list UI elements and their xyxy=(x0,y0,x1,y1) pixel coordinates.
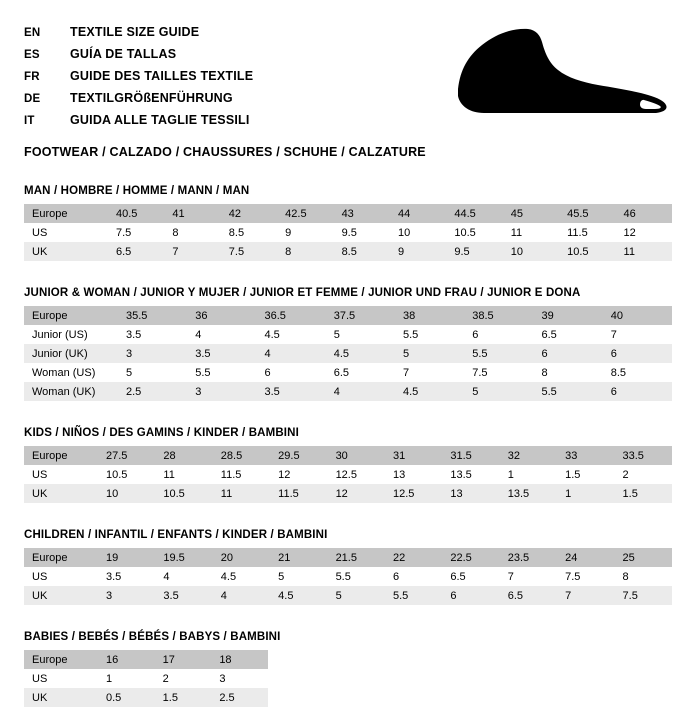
table-row xyxy=(24,242,672,261)
row-label: Junior (US) xyxy=(32,328,88,341)
cell: 2 xyxy=(162,672,169,685)
section-title: KIDS / NIÑOS / DES GAMINS / KINDER / BAMBINI xyxy=(24,427,299,439)
cell: 3.5 xyxy=(126,328,142,341)
cell: 38.5 xyxy=(464,306,533,325)
cell: 4 xyxy=(195,328,202,341)
cell: 3.5 xyxy=(187,344,256,363)
cell: 4 xyxy=(257,344,326,363)
language-code: ES xyxy=(24,49,40,61)
cell: 4 xyxy=(213,586,270,605)
size-table-junior-woman xyxy=(24,306,672,401)
section-title: MAN / HOMBRE / HOMME / MANN / MAN xyxy=(24,185,250,197)
cell: 8 xyxy=(622,570,629,583)
cell: 37.5 xyxy=(326,306,395,325)
cell: 6 xyxy=(603,344,672,363)
table-row xyxy=(24,650,268,669)
cell: 30 xyxy=(328,446,385,465)
cell: 0.5 xyxy=(98,688,155,707)
row-label: Woman (UK) xyxy=(24,382,118,401)
cell: 3.5 xyxy=(106,570,122,583)
cell: 4.5 xyxy=(395,382,464,401)
row-label: US xyxy=(32,468,48,481)
row-label: Europe xyxy=(24,204,108,223)
cell: 11 xyxy=(616,242,672,261)
cell: 2.5 xyxy=(118,382,187,401)
cell: 5.5 xyxy=(335,570,351,583)
row-label: US xyxy=(32,672,48,685)
language-title: GUIDA ALLE TAGLIE TESSILI xyxy=(70,113,250,127)
cell: 7.5 xyxy=(615,586,672,605)
cell: 9.5 xyxy=(341,226,357,239)
table-row xyxy=(24,446,672,465)
cell: 5.5 xyxy=(385,586,442,605)
cell: 4.5 xyxy=(264,328,280,341)
cell: 10.5 xyxy=(559,242,615,261)
row-label: Junior (UK) xyxy=(24,344,118,363)
cell: 10.5 xyxy=(454,226,476,239)
cell: 36 xyxy=(187,306,256,325)
table-row xyxy=(24,204,672,223)
cell: 10 xyxy=(98,484,155,503)
language-row xyxy=(24,110,454,131)
section-man xyxy=(24,185,676,261)
cell: 11 xyxy=(163,468,175,481)
cell: 6 xyxy=(603,382,672,401)
cell: 42.5 xyxy=(277,204,333,223)
cell: 7 xyxy=(610,328,617,341)
cell: 16 xyxy=(98,650,155,669)
language-title-block xyxy=(24,22,454,131)
section-title: JUNIOR & WOMAN / JUNIOR Y MUJER / JUNIOR ET FEMME / JUNIOR UND FRAU / JUNIOR E DONA xyxy=(24,287,581,299)
section-junior-woman xyxy=(24,287,676,401)
row-label: Woman (US) xyxy=(32,366,96,379)
cell: 4 xyxy=(163,570,170,583)
cell: 11.5 xyxy=(567,226,588,239)
table-row xyxy=(24,586,672,605)
cell: 6.5 xyxy=(108,242,164,261)
cell: 6.5 xyxy=(541,328,557,341)
category-heading: FOOTWEAR / CALZADO / CHAUSSURES / SCHUHE / CALZATURE xyxy=(24,145,426,159)
cell: 8.5 xyxy=(228,226,245,239)
cell: 28.5 xyxy=(213,446,270,465)
size-table-children xyxy=(24,548,672,605)
cell: 10 xyxy=(503,242,559,261)
table-row xyxy=(24,548,672,567)
cell: 6 xyxy=(442,586,499,605)
cell: 12.5 xyxy=(335,468,357,481)
cell: 7 xyxy=(403,366,410,379)
cell: 36.5 xyxy=(257,306,326,325)
cell: 7 xyxy=(164,242,220,261)
table-row xyxy=(24,306,672,325)
cell: 6.5 xyxy=(333,366,350,379)
cell: 13.5 xyxy=(500,484,557,503)
row-label: Europe xyxy=(24,446,98,465)
cell: 20 xyxy=(213,548,270,567)
cell: 3 xyxy=(98,586,155,605)
cell: 8 xyxy=(277,242,333,261)
cell: 4.5 xyxy=(220,570,237,583)
cell: 6 xyxy=(392,570,400,583)
cell: 21 xyxy=(270,548,327,567)
cell: 19.5 xyxy=(155,548,212,567)
cell: 40 xyxy=(603,306,672,325)
table-row xyxy=(24,669,268,688)
cell: 42 xyxy=(221,204,277,223)
cell: 11.5 xyxy=(270,484,327,503)
cell: 44.5 xyxy=(446,204,502,223)
table-row xyxy=(24,484,672,503)
language-title: TEXTILE SIZE GUIDE xyxy=(70,25,200,39)
cell: 5 xyxy=(395,344,464,363)
size-table-kids xyxy=(24,446,672,503)
cell: 40.5 xyxy=(108,204,164,223)
language-row xyxy=(24,66,454,87)
cell: 7.5 xyxy=(116,226,132,239)
cell: 35.5 xyxy=(118,306,187,325)
language-title: TEXTILGRÖßENFÜHRUNG xyxy=(70,91,233,105)
cell: 10 xyxy=(397,226,411,239)
cell: 8.5 xyxy=(334,242,390,261)
cell: 3 xyxy=(219,672,226,685)
cell: 33.5 xyxy=(615,446,672,465)
cell: 44 xyxy=(390,204,446,223)
cell: 33 xyxy=(557,446,614,465)
row-label: UK xyxy=(24,242,108,261)
cell: 12.5 xyxy=(385,484,442,503)
cell: 5 xyxy=(328,586,385,605)
cell: 2.5 xyxy=(211,688,268,707)
cell: 21.5 xyxy=(328,548,385,567)
cell: 8 xyxy=(172,226,179,239)
cell: 6.5 xyxy=(450,570,466,583)
cell: 9 xyxy=(285,226,292,239)
cell: 32 xyxy=(500,446,557,465)
cell: 22 xyxy=(385,548,442,567)
cell: 1 xyxy=(557,484,614,503)
cell: 6 xyxy=(264,366,271,379)
cell: 1.5 xyxy=(155,688,212,707)
cell: 13.5 xyxy=(450,468,472,481)
table-row xyxy=(24,688,268,707)
cell: 3.5 xyxy=(257,382,326,401)
cell: 13 xyxy=(392,468,406,481)
cell: 6 xyxy=(534,344,603,363)
language-code: FR xyxy=(24,71,40,83)
cell: 43 xyxy=(334,204,390,223)
row-label: US xyxy=(32,226,48,239)
cell: 13 xyxy=(442,484,499,503)
size-table-man xyxy=(24,204,672,261)
section-children xyxy=(24,529,676,605)
cell: 11 xyxy=(213,484,270,503)
cell: 12 xyxy=(328,484,385,503)
cell: 5 xyxy=(464,382,533,401)
row-label: Europe xyxy=(24,650,98,669)
cell: 31.5 xyxy=(442,446,499,465)
section-babies xyxy=(24,631,676,707)
cell: 27.5 xyxy=(98,446,155,465)
cell: 5.5 xyxy=(403,328,419,341)
cell: 6.5 xyxy=(500,586,557,605)
section-title: BABIES / BEBÉS / BÉBÉS / BABYS / BAMBINI xyxy=(24,631,281,643)
language-code: EN xyxy=(24,27,41,39)
cell: 46 xyxy=(616,204,672,223)
language-row xyxy=(24,22,454,43)
table-row xyxy=(24,325,672,344)
row-label: Europe xyxy=(24,306,118,325)
cell: 6 xyxy=(472,328,479,341)
cell: 5.5 xyxy=(534,382,603,401)
cell: 7.5 xyxy=(221,242,277,261)
cell: 4 xyxy=(326,382,395,401)
cell: 5.5 xyxy=(195,366,211,379)
table-row xyxy=(24,567,672,586)
row-label: UK xyxy=(24,484,98,503)
table-row xyxy=(24,223,672,242)
cell: 3 xyxy=(187,382,256,401)
row-label: UK xyxy=(24,688,98,707)
cell: 11 xyxy=(510,226,523,239)
language-title: GUÍA DE TALLAS xyxy=(70,47,177,61)
language-row xyxy=(24,88,454,109)
section-title: CHILDREN / INFANTIL / ENFANTS / KINDER / BAMBINI xyxy=(24,529,328,541)
language-code: DE xyxy=(24,93,41,105)
cell: 1.5 xyxy=(615,484,672,503)
cell: 23.5 xyxy=(500,548,557,567)
table-row xyxy=(24,363,672,382)
cell: 11.5 xyxy=(220,468,242,481)
cell: 1.5 xyxy=(565,468,581,481)
cell: 12 xyxy=(278,468,291,481)
cell: 10.5 xyxy=(106,468,128,481)
cell: 5.5 xyxy=(464,344,533,363)
cell: 1 xyxy=(106,672,113,685)
cell: 12 xyxy=(623,226,636,239)
cell: 7 xyxy=(557,586,614,605)
cell: 2 xyxy=(622,468,629,481)
language-title: GUIDE DES TAILLES TEXTILE xyxy=(70,69,254,83)
cell: 9 xyxy=(390,242,446,261)
row-label: UK xyxy=(24,586,98,605)
cell: 4.5 xyxy=(326,344,395,363)
cell: 9.5 xyxy=(446,242,502,261)
table-row xyxy=(24,382,672,401)
cell: 10.5 xyxy=(155,484,212,503)
cell: 28 xyxy=(155,446,212,465)
cell: 38 xyxy=(395,306,464,325)
cell: 29.5 xyxy=(270,446,327,465)
cell: 25 xyxy=(615,548,672,567)
size-table-babies xyxy=(24,650,268,707)
dress-shoe-icon xyxy=(448,26,678,118)
cell: 3 xyxy=(118,344,187,363)
language-code: IT xyxy=(24,115,35,127)
row-label: Europe xyxy=(24,548,98,567)
cell: 3.5 xyxy=(155,586,212,605)
cell: 18 xyxy=(211,650,268,669)
cell: 41 xyxy=(164,204,220,223)
cell: 7 xyxy=(507,570,514,583)
row-label: US xyxy=(32,570,48,583)
cell: 5 xyxy=(333,328,340,341)
cell: 1 xyxy=(507,468,514,481)
cell: 31 xyxy=(385,446,442,465)
cell: 45.5 xyxy=(559,204,615,223)
cell: 45 xyxy=(503,204,559,223)
language-row xyxy=(24,44,454,65)
cell: 5 xyxy=(278,570,285,583)
table-row xyxy=(24,465,672,484)
cell: 8.5 xyxy=(610,366,627,379)
cell: 5 xyxy=(126,366,133,379)
cell: 39 xyxy=(534,306,603,325)
section-kids xyxy=(24,427,676,503)
cell: 19 xyxy=(98,548,155,567)
cell: 24 xyxy=(557,548,614,567)
cell: 7.5 xyxy=(472,366,488,379)
cell: 22.5 xyxy=(442,548,499,567)
table-row xyxy=(24,344,672,363)
cell: 17 xyxy=(155,650,212,669)
cell: 4.5 xyxy=(270,586,327,605)
cell: 8 xyxy=(541,366,548,379)
cell: 7.5 xyxy=(565,570,581,583)
